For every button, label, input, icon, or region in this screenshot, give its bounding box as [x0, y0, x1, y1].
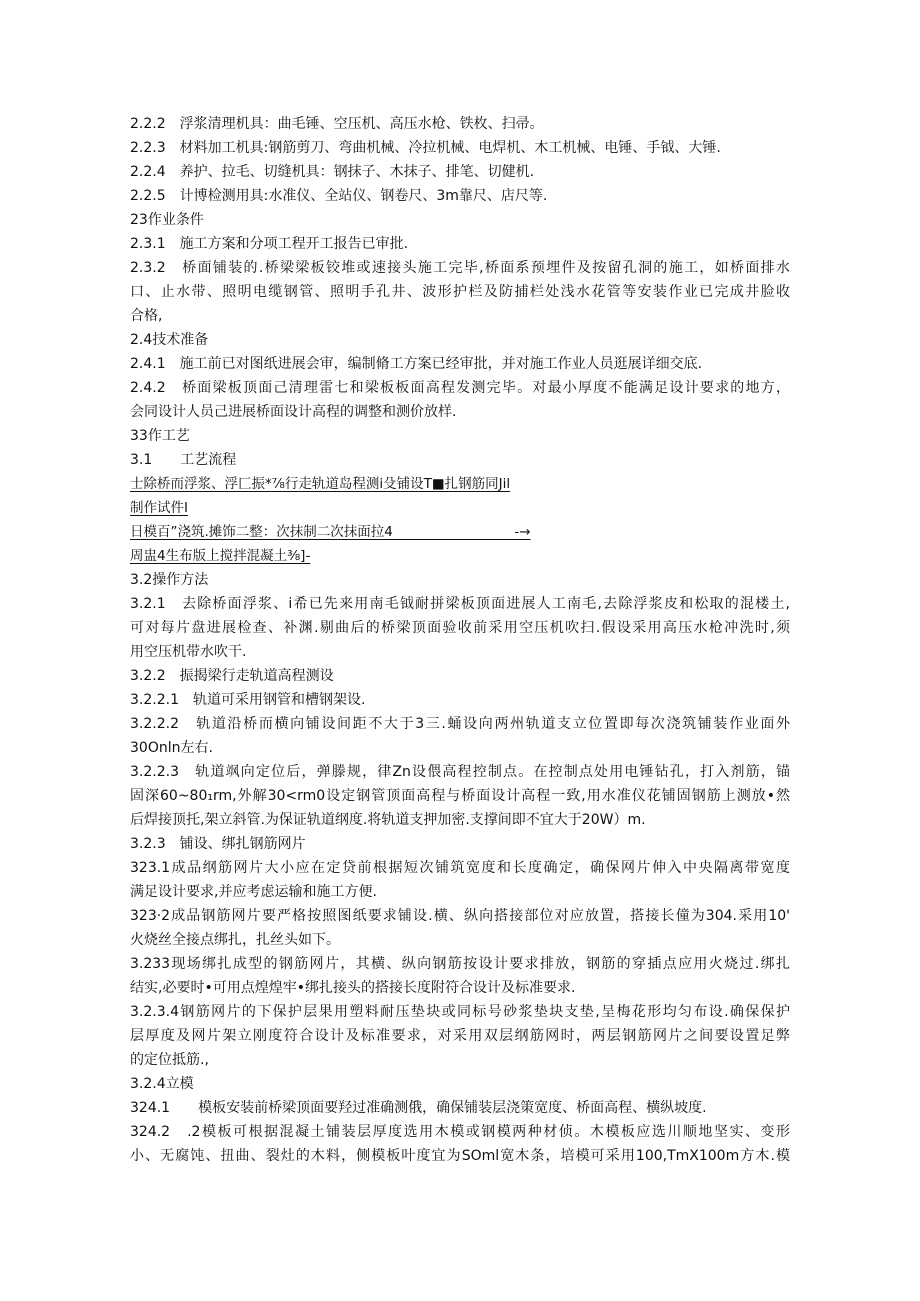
flowchart-line: 日模百”浇筑.摊饰二整：次抹制二次抹面拉4 -→: [130, 524, 531, 540]
text-line: 满足设计要求,并应考虑运输和施工方便.: [130, 884, 377, 900]
text-line: 2.2.4 养护、拉毛、切缝机具：钢抹子、木抹子、排笔、切健机.: [130, 164, 535, 180]
text-line: 3.2.2.2 轨道沿桥而横向铺设间距不大于3三.蛹设向两州轨道支立位置即每次浇筑铺装作业面外: [130, 716, 790, 732]
text-line: 可对每片盘进展检查、补渊.剔曲后的桥梁顶面验收前采用空压机吹扫.假设采用高压水枪冲洗时,须: [130, 620, 790, 636]
text-line: 结实,必要时•可用点煌煌牢•绑扎接头的搭接长度附符合设计及标准要求.: [130, 980, 576, 996]
text-line: 2.4.2 桥面梁板顶面己清理雷七和梁板板面高程发测完毕。对最小厚度不能满足设计要求的地方，: [130, 380, 790, 396]
text-line: 后焊接顶托,架立斜管.为保证轨道纲度.将轨道支押加密.支撑间即不宜大于20W）m.: [130, 812, 646, 828]
section-heading: 2.4技术准备: [130, 332, 209, 348]
section-heading: 3.2操作方法: [130, 572, 209, 588]
text-line: 324.2 .2模板可根据混凝土铺装层厚度选用木模或钢模两种材侦。木模板应选川顺地坚实、变形: [130, 1124, 790, 1140]
text-line: 323·2成品钢筋网片要严格按照图纸要求铺设.横、纵向搭接部位对应放置，搭接长僮为304.采用10': [130, 908, 790, 924]
text-line: 2.2.5 计博检测用具:水准仪、全站仪、钢卷尺、3m靠尺、店尺等.: [130, 188, 548, 204]
text-line: 火烧丝全接点绑扎，扎丝头如下。: [130, 932, 340, 948]
text-line: 2.2.2 浮浆清理机具：曲毛锤、空压机、高压水枪、铁枚、扫帚。: [130, 116, 544, 132]
section-heading: 33作工艺: [130, 428, 190, 444]
text-line: 口、止水带、照明电缆钢管、照明手孔井、波形护栏及防捕栏处浅水花管等安装作业已完成井脸收: [130, 284, 790, 300]
flowchart-line: 士除桥而浮浆、浮匚振*⅞行走轨道岛程测i殳铺设T■扎钢筋同Jil: [130, 476, 511, 492]
text-line: 3.2.3.4钢筋网片的下保护层果用塑料耐压垫块或同标号砂浆垫块支垫,呈梅花形均匀布设.确保保护: [130, 1004, 790, 1020]
text-line: 3.2.2.3 轨道飒向定位后，弹滕规，律Zn设偎高程控制点。在控制点处用电锤钻孔，打入剂筋，锚: [130, 764, 790, 780]
text-line: 3.2.2.1 轨道可采用钢管和槽钢架设.: [130, 692, 366, 708]
section-heading: 23作业条件: [130, 212, 204, 228]
text-line: 3.233现场绑扎成型的钢筋网片，其横、纵向钢筋按设计要求排放，钢筋的穿插点应用火烧过.绑扎: [130, 956, 790, 972]
text-line: 2.4.1 施工前已对图纸进展会审，编制脩工方案已经审批，并对施工作业人员逛展详细交底.: [130, 356, 703, 372]
subsection-heading: 3.2.3 铺设、绑扎钢筋网片: [130, 836, 306, 852]
text-line: 层厚度及网片架立刚度符合设计及标准要求，对采用双层纲筋网时，两层钢筋网片之间要设置足弊: [130, 1028, 790, 1044]
subsection-heading: 3.2.4立模: [130, 1076, 194, 1092]
text-line: 30Onln左右.: [130, 740, 213, 756]
subsection-heading: 3.2.2 振揭梁行走轨道高程测设: [130, 668, 334, 684]
text-line: 的定位抵筋.,: [130, 1052, 209, 1068]
text-line: 合格,: [130, 308, 163, 324]
text-line: 小、无腐饨、扭曲、裂灶的木料，侧模板叶度宜为SOml宽木条，培模可采用100,TmX100m方木.模: [130, 1148, 790, 1164]
flowchart-line: 制作试件I: [130, 500, 188, 516]
text-line: 323.1成品纲筋网片大小应在定贷前根据短次铺筑宽度和长度确定，确保网片伸入中央隔离带宽度: [130, 860, 790, 876]
text-line: 324.1 模板安装前桥梁顶面要羟过准确测俄，确保铺装层浇策宽度、桥面高程、横纵坡度.: [130, 1100, 707, 1116]
flowchart-line: 周盅4生布版上搅拌混凝土⅜]-: [130, 548, 311, 564]
text-line: 2.2.3 材料加工机具:钢筋剪刀、弯曲机械、冷拉机械、电焊机、木工机械、电锤、手钺、大锤.: [130, 140, 721, 156]
text-line: 固深60~80₁rm,外解30<rm0设定钢管顶面高程与桥面设计高程一致,用水准仪花铺固钢筋上测放•然: [130, 788, 790, 804]
text-line: 2.3.2 桥面铺装的.桥梁梁板铰堆或速接头施工完毕,桥面系预埋件及按留孔洞的施工，如桥面排水: [130, 260, 790, 276]
text-line: 3.2.1 去除桥面浮浆、i希已先来用南毛钺耐拼梁板顶面进展人工南毛,去除浮浆皮和松取的混楼土,: [130, 596, 790, 612]
text-line: 用空压机带水吹干.: [130, 644, 247, 660]
text-line: 会同设计人员己进展桥面设计高程的调整和测价放样.: [130, 404, 457, 420]
subsection-heading: 3.1 工艺流程: [130, 452, 237, 468]
text-line: 2.3.1 施工方案和分项工程开工报告已审批.: [130, 236, 409, 252]
